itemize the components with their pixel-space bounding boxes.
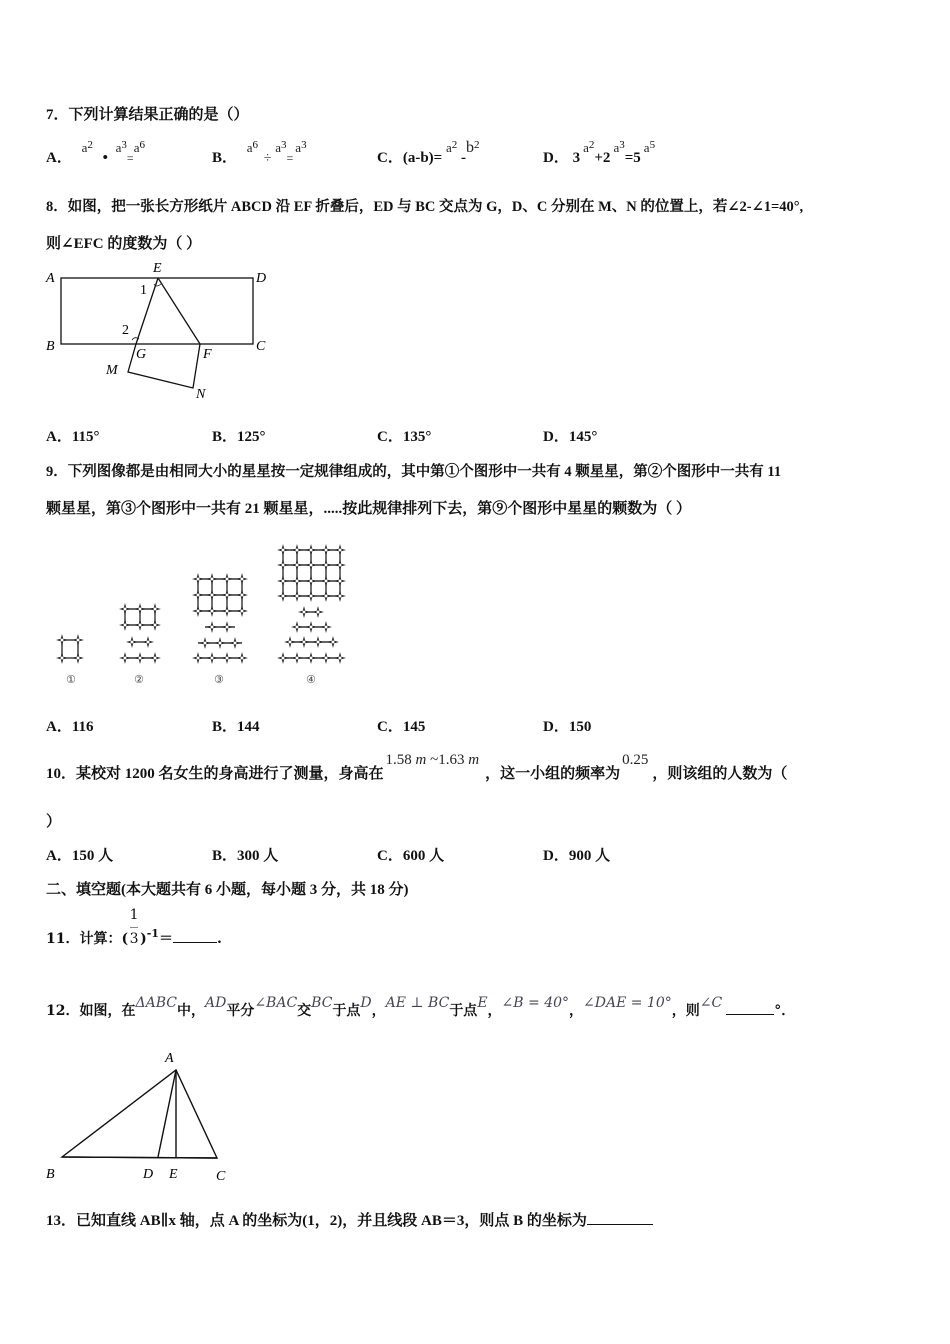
q11-stem: 11．计算：( $\frac{1}{3})^{-1}=$ . xyxy=(46,907,222,947)
q8-stem-line1: 8．如图，把一张长方形纸片 ABCD 沿 EF 折叠后，ED 与 BC 交点为 G，D、C 分别在 M、N 的位置上，若∠2-∠1=40°, xyxy=(46,199,804,215)
q7-stem: 7．下列计算结果正确的是（） xyxy=(46,107,249,123)
option-label: D． xyxy=(543,150,569,166)
label-b: B xyxy=(46,1167,55,1182)
q7-option-a[interactable]: A． $a^2$ • $a^3=a^6$ xyxy=(46,139,145,166)
height-range: 1.58 m ~1.63 m xyxy=(385,752,480,768)
q9-stem-line2: 颗星星，第③个图形中一共有 21 颗星星，.....按此规律排列下去，第⑨个图形中星星的颗数为（ ） xyxy=(46,501,692,517)
answer-blank[interactable] xyxy=(587,1224,653,1225)
label-c: C xyxy=(256,339,266,354)
label-g: G xyxy=(136,347,147,362)
caption-3: ③ xyxy=(214,673,224,686)
q9-option-b[interactable]: B．144 xyxy=(212,719,260,735)
section-heading-fill-in: 二、填空题(本大题共有 6 小题，每小题 3 分，共 18 分) xyxy=(46,882,409,898)
q9-option-c[interactable]: C．145 xyxy=(377,719,426,735)
q9-option-d[interactable]: D．150 xyxy=(543,719,592,735)
option-label: C． xyxy=(377,150,403,166)
q8-option-d[interactable]: D．145° xyxy=(543,429,598,445)
answer-blank[interactable] xyxy=(173,942,217,943)
q9-stem-line1: 9．下列图像都是由相同大小的星星按一定规律组成的，其中第①个图形中一共有 4 颗星星，第②个图形中一共有 11 xyxy=(46,464,782,480)
q9-star-pattern-figure xyxy=(40,535,360,695)
caption-2: ② xyxy=(134,673,144,686)
label-angle1: 1 xyxy=(140,283,147,298)
q8-option-a[interactable]: A．115° xyxy=(46,429,100,445)
q7-option-b[interactable]: B． $a^6 \div a^3=a^3$ xyxy=(212,139,307,166)
frequency-value: 0.25 xyxy=(622,752,649,768)
q8-stem-line2: 则∠EFC 的度数为（ ） xyxy=(46,236,202,252)
label-f: F xyxy=(203,347,212,362)
q8-option-b[interactable]: B．125° xyxy=(212,429,266,445)
q13-stem: 13．已知直线 AB∥x 轴，点 A 的坐标为(1，2)，并且线段 AB＝3，则点 B 的坐标为 xyxy=(46,1209,653,1230)
q10-option-d[interactable]: D．900 人 xyxy=(543,848,611,864)
label-n: N xyxy=(196,387,206,402)
option-label: A． xyxy=(46,150,72,166)
label-a: A xyxy=(46,271,55,286)
label-b: B xyxy=(46,339,55,354)
label-c: C xyxy=(216,1169,226,1184)
q10-stem-close: ） xyxy=(46,814,62,830)
option-label: B． xyxy=(212,150,238,166)
q12-triangle-figure xyxy=(40,1040,260,1190)
q7-option-d[interactable]: D． $3a^2+2a^3=5a^5$ xyxy=(543,139,656,166)
caption-4: ④ xyxy=(306,673,316,686)
label-e: E xyxy=(153,261,162,276)
q10-option-a[interactable]: A．150 人 xyxy=(46,848,114,864)
q10-option-b[interactable]: B．300 人 xyxy=(212,848,279,864)
q9-option-a[interactable]: A．116 xyxy=(46,719,94,735)
label-a: A xyxy=(165,1051,174,1066)
q8-fold-figure xyxy=(40,260,280,405)
label-e: E xyxy=(169,1167,178,1182)
q7-option-c[interactable]: C．$(a-b)= a^2$ $-b^2$ xyxy=(377,139,480,166)
label-d: D xyxy=(143,1167,154,1182)
caption-1: ① xyxy=(66,673,76,686)
q10-option-c[interactable]: C．600 人 xyxy=(377,848,445,864)
label-m: M xyxy=(106,363,118,378)
answer-blank[interactable] xyxy=(726,1014,774,1015)
q10-stem: 10．某校对 1200 名女生的身高进行了测量，身高在1.58 m ~1.63 m，这一小组的频率为0.25，则该组的人数为（ xyxy=(46,752,788,782)
q12-stem: 12．如图，在ΔABC中，AD平分∠BAC交BC于点D，AE ⊥ BC于点E，∠B = 40°，∠DAE = 10°，则∠C °． xyxy=(46,995,796,1019)
label-d: D xyxy=(256,271,267,286)
q8-option-c[interactable]: C．135° xyxy=(377,429,432,445)
fraction-one-third: $\frac{1}{3}$ xyxy=(129,907,139,947)
label-angle2: 2 xyxy=(122,323,129,338)
